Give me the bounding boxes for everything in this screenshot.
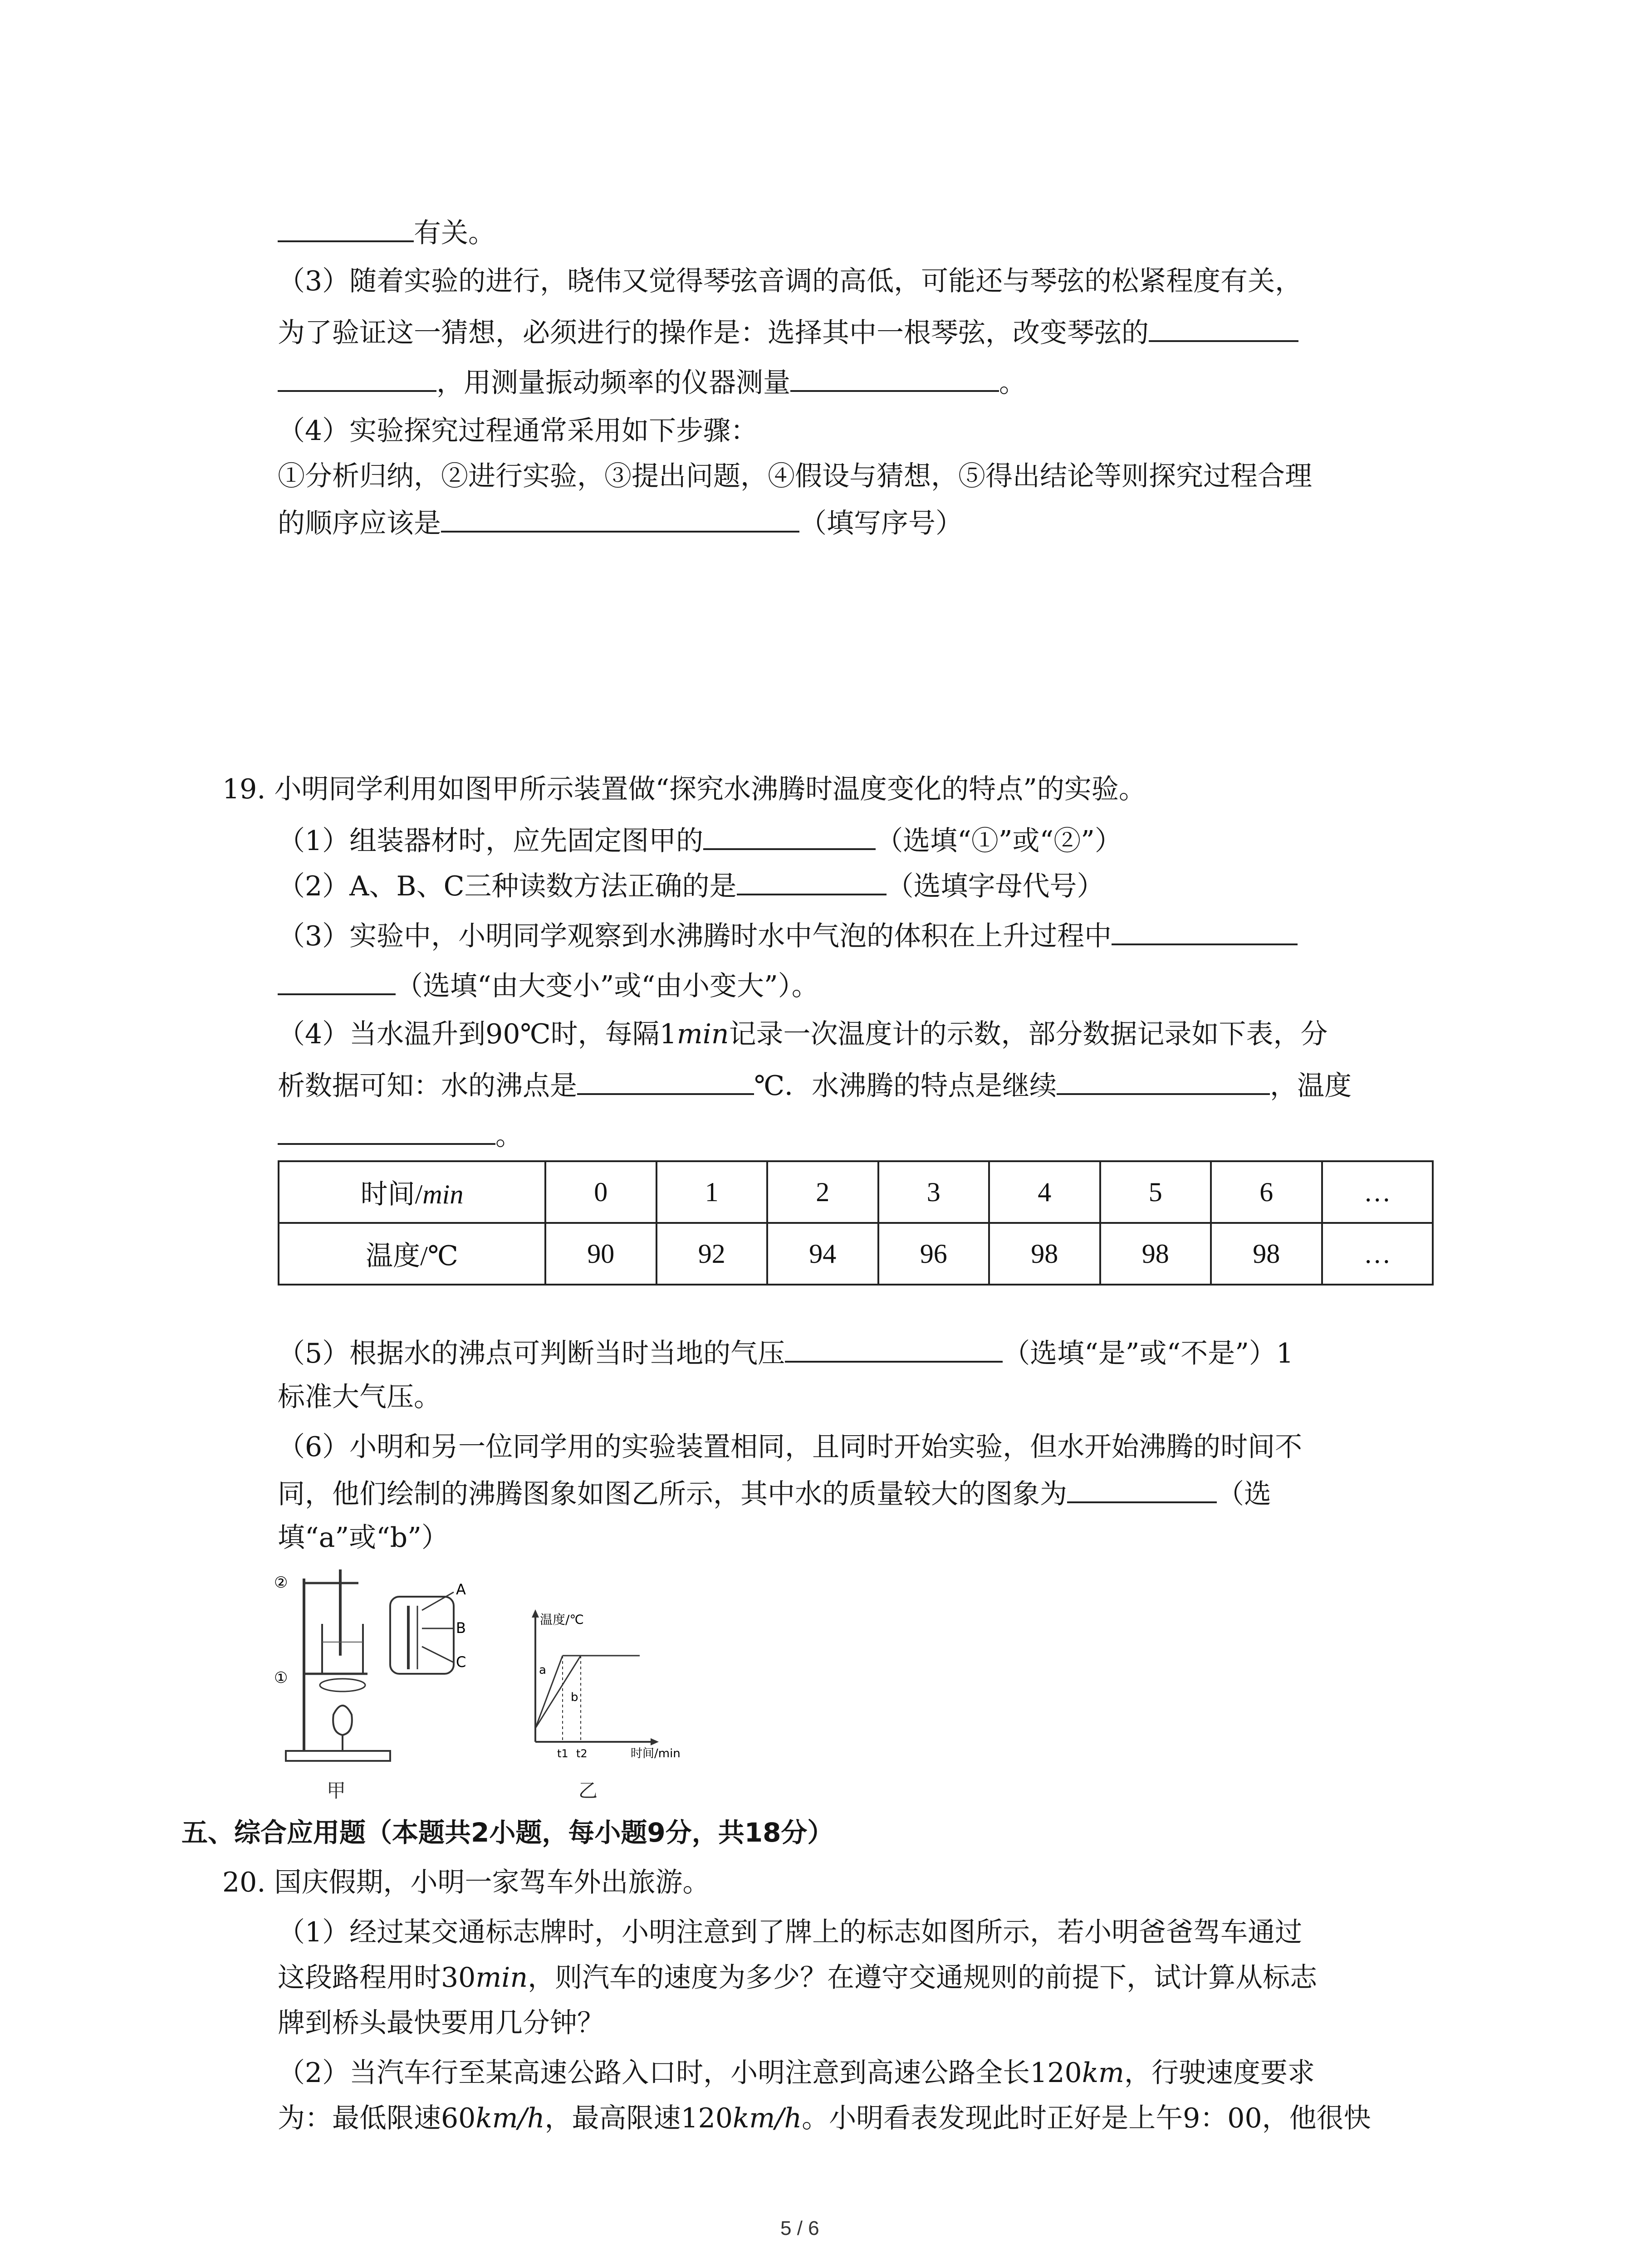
answer-blank[interactable] (441, 503, 799, 533)
q19-part6-l1: （6）小明和另一位同学用的实验装置相同，且同时开始实验，但水开始沸腾的时间不 (278, 1431, 1303, 1463)
q19-part6-l2: 同，他们绘制的沸腾图象如图乙所示，其中水的质量较大的图象为 （选 (278, 1474, 1271, 1512)
q19-part5-l1: （5）根据水的沸点可判断当时当地的气压 （选填“是”或“不是”）1 (278, 1334, 1293, 1372)
q19-intro: 19. 小明同学利用如图甲所示装置做“探究水沸腾时温度变化的特点”的实验。 (222, 773, 1146, 805)
q18-line2: （3）随着实验的进行，晓伟又觉得琴弦音调的高低，可能还与琴弦的松紧程度有关， (278, 265, 1303, 297)
q18-line5: （4）实验探究过程通常采用如下步骤： (278, 415, 758, 447)
section-5-heading: 五、综合应用题（本题共2小题，每小题9分，共18分） (181, 1817, 834, 1848)
answer-blank[interactable] (278, 966, 396, 995)
answer-blank[interactable] (278, 213, 414, 242)
table-cell: 94 (767, 1223, 878, 1285)
q20-part1-l3: 牌到桥头最快要用几分钟？ (278, 2007, 604, 2039)
t1-label: t1 (557, 1747, 568, 1760)
q20-part1-l2: 这段路程用时30min，则汽车的速度为多少？在遵守交通规则的前提下，试计算从标志 (278, 1962, 1318, 1994)
table-cell: 98 (989, 1223, 1100, 1285)
data-table (278, 1160, 1434, 1286)
answer-blank[interactable] (1067, 1474, 1217, 1503)
table-header-time: 时间/min (279, 1161, 545, 1223)
q18-line1: 有关。 (278, 213, 495, 251)
q19-part5-l2: 标准大气压。 (278, 1381, 441, 1413)
q18-line7: 的顺序应该是 （填写序号） (278, 503, 963, 542)
read-b-label: B (456, 1619, 466, 1637)
q18-line6: ①分析归纳，②进行实验，③提出问题，④假设与猜想，⑤得出结论等则探究过程合理 (278, 460, 1312, 492)
q19-part3: （3）实验中，小明同学观察到水沸腾时水中气泡的体积在上升过程中 (278, 916, 1298, 954)
read-a-label: A (456, 1581, 466, 1598)
table-cell: 5 (1100, 1161, 1211, 1223)
figure-label-yi: 乙 (578, 1779, 598, 1802)
answer-blank[interactable] (278, 363, 436, 392)
boiling-apparatus-figure (272, 1560, 526, 1774)
q19-part1: （1）组装器材时，应先固定图甲的 （选填“①”或“②”） (278, 821, 1122, 859)
table-cell: 92 (656, 1223, 768, 1285)
table-row (279, 1161, 1433, 1223)
table-cell: 6 (1211, 1161, 1322, 1223)
q20-part2-l1: （2）当汽车行至某高速公路入口时，小明注意到高速公路全长120km，行驶速度要求 (278, 2057, 1315, 2089)
figure-label-jia: 甲 (327, 1779, 346, 1802)
curve-a-label: a (539, 1663, 546, 1677)
boiling-graph-figure (517, 1606, 717, 1760)
answer-blank[interactable] (577, 1066, 754, 1095)
table-row (279, 1223, 1433, 1285)
q19-part3-cont: （选填“由大变小”或“由小变大”）。 (278, 966, 819, 1004)
answer-blank[interactable] (703, 821, 876, 850)
table-cell: 98 (1100, 1223, 1211, 1285)
graph-xlabel: 时间/min (631, 1747, 681, 1760)
q19-part2: （2）A、B、C三种读数方法正确的是 （选填字母代号） (278, 866, 1104, 904)
table-cell: 3 (878, 1161, 989, 1223)
answer-blank[interactable] (785, 1334, 1003, 1363)
answer-blank[interactable] (278, 1116, 495, 1145)
q20-intro: 20. 国庆假期，小明一家驾车外出旅游。 (222, 1867, 710, 1898)
mark-2-label: ② (274, 1574, 288, 1592)
read-c-label: C (456, 1653, 466, 1671)
table-cell: 96 (878, 1223, 989, 1285)
table-cell: 90 (545, 1223, 656, 1285)
q19-part6-l3: 填“a”或“b”） (278, 1522, 449, 1554)
table-cell: 2 (767, 1161, 878, 1223)
answer-blank[interactable] (737, 866, 887, 895)
table-cell: … (1322, 1161, 1433, 1223)
table-cell: 98 (1211, 1223, 1322, 1285)
table-cell: 4 (989, 1161, 1100, 1223)
table-cell: 1 (656, 1161, 768, 1223)
graph-ylabel: 温度/℃ (540, 1612, 584, 1627)
q19-part4-l1: （4）当水温升到90℃时，每隔1min记录一次温度计的示数，部分数据记录如下表，分 (278, 1018, 1328, 1050)
table-cell: 0 (545, 1161, 656, 1223)
answer-blank[interactable] (1057, 1066, 1270, 1095)
q18-line3: 为了验证这一猜想，必须进行的操作是：选择其中一根琴弦，改变琴弦的 (278, 313, 1298, 351)
table-header-temp: 温度/℃ (279, 1223, 545, 1285)
curve-b-label: b (571, 1691, 578, 1704)
answer-blank[interactable] (1149, 313, 1298, 342)
table-cell: … (1322, 1223, 1433, 1285)
mark-1-label: ① (274, 1669, 288, 1687)
q19-part4-l3: 。 (278, 1116, 523, 1154)
t2-label: t2 (576, 1747, 588, 1760)
q20-part1-l1: （1）经过某交通标志牌时，小明注意到了牌上的标志如图所示，若小明爸爸驾车通过 (278, 1916, 1303, 1948)
answer-blank[interactable] (790, 363, 999, 392)
answer-blank[interactable] (1112, 916, 1298, 945)
q19-part4-l2: 析数据可知：水的沸点是 ℃．水沸腾的特点是继续 ，温度 (278, 1066, 1352, 1104)
page-number: 5 / 6 (780, 2217, 819, 2239)
q18-line4: ，用测量振动频率的仪器测量 。 (278, 363, 1026, 401)
q20-part2-l2: 为：最低限速60km/h，最高限速120km/h。小明看表发现此时正好是上午9：00，他很快 (278, 2102, 1371, 2134)
